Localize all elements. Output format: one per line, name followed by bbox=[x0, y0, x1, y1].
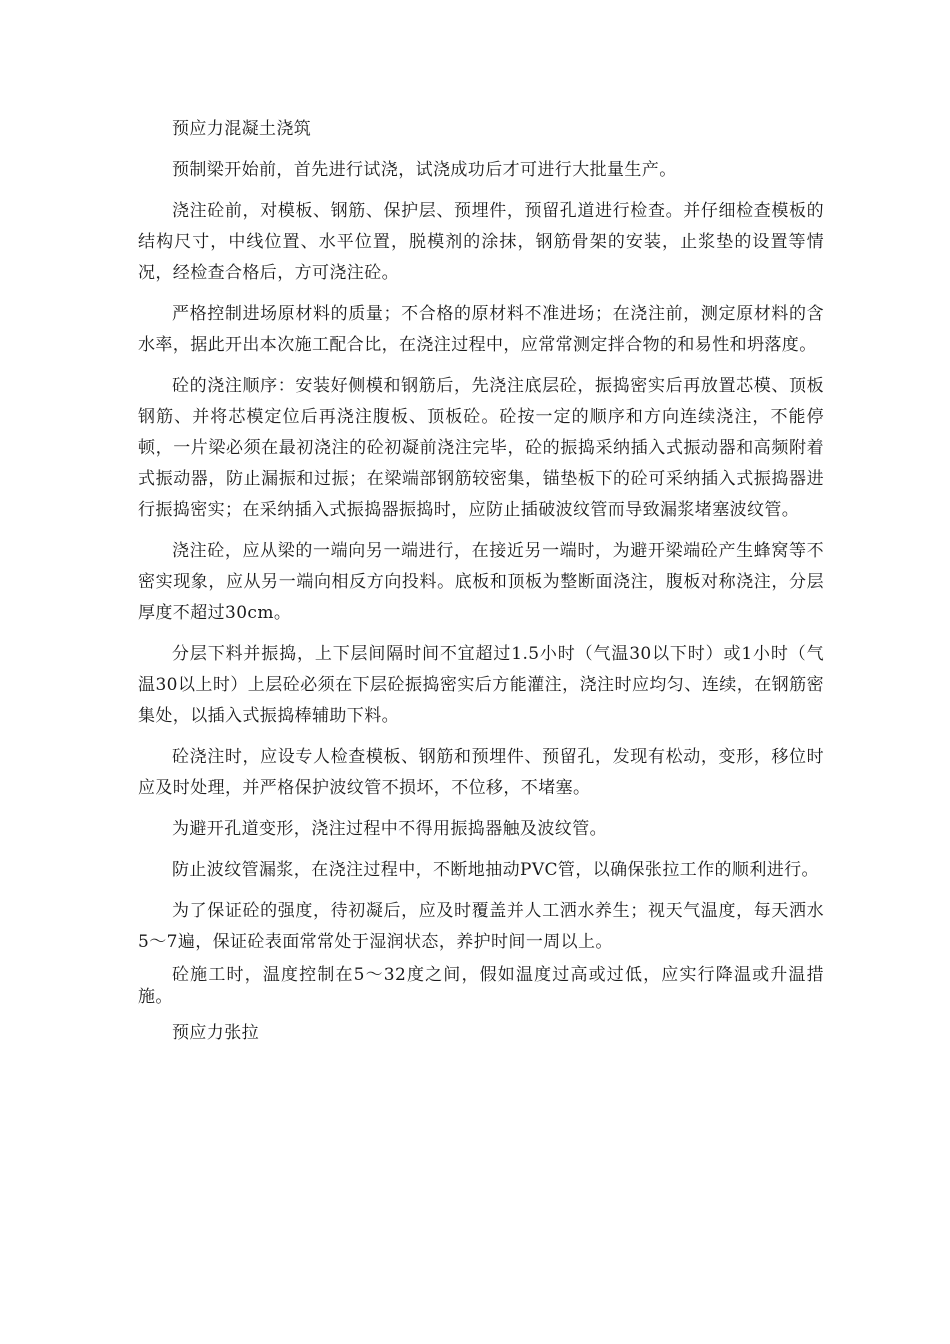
paragraph-raw-material-control: 严格控制进场原材料的质量；不合格的原材料不准进场；在浇注前，测定原材料的含水率，据此开出本次施工配合比，在浇注过程中，应常常测定拌合物的和易性和坍落度。 bbox=[138, 304, 824, 355]
paragraph-pouring-sequence: 砼的浇注顺序：安装好侧模和钢筋后，先浇注底层砼，振捣密实后再放置芯模、顶板钢筋、并将芯模定位后再浇注腹板、顶板砼。砼按一定的顺序和方向连续浇注，不能停顿，一片梁必须在最初浇注的砼初凝前浇注完毕，砼的振捣采纳插入式振动器和高频附着式振动器，防止漏振和过振；在梁端部钢筋较密集，锚垫板下的砼可采纳插入式振捣器进行振捣密实；在采纳插入式振捣器振捣时，应防止插破波纹管而导致漏浆堵塞波纹管。 bbox=[138, 376, 824, 520]
section-heading-prestressed-concrete-pouring: 预应力混凝土浇筑 bbox=[172, 119, 312, 139]
paragraph-temperature-control: 砼施工时，温度控制在5〜32度之间，假如温度过高或过低，应实行降温或升温措施。 bbox=[138, 965, 824, 1007]
paragraph-layered-vibration: 分层下料并振捣，上下层间隔时间不宜超过1.5小时（气温30以下时）或1小时（气温30以上时）上层砼必须在下层砼振捣密实后方能灌注，浇注时应均匀、连续，在钢筋密集处，以插入式振捣棒辅助下料。 bbox=[138, 644, 824, 726]
section-heading-prestress-tensioning: 预应力张拉 bbox=[172, 1023, 259, 1043]
paragraph-inspection-during-pour: 砼浇注时，应设专人检查模板、钢筋和预埋件、预留孔，发现有松动，变形，移位时应及时处理，并严格保护波纹管不损坏，不位移，不堵塞。 bbox=[138, 747, 824, 798]
paragraph-pouring-direction: 浇注砼，应从梁的一端向另一端进行，在接近另一端时，为避开梁端砼产生蜂窝等不密实现象，应从另一端向相反方向投料。底板和顶板为整断面浇注，腹板对称浇注，分层厚度不超过30cm。 bbox=[138, 541, 824, 623]
paragraph-trial-pour: 预制梁开始前，首先进行试浇，试浇成功后才可进行大批量生产。 bbox=[172, 160, 677, 180]
paragraph-avoid-duct-deformation: 为避开孔道变形，浇注过程中不得用振捣器触及波纹管。 bbox=[172, 819, 607, 839]
paragraph-pre-pour-inspection: 浇注砼前，对模板、钢筋、保护层、预埋件，预留孔道进行检查。并仔细检查模板的结构尺寸，中线位置、水平位置，脱模剂的涂抹，钢筋骨架的安装，止浆垫的设置等情况，经检查合格后，方可浇注砼。 bbox=[138, 201, 824, 283]
paragraph-prevent-duct-leakage: 防止波纹管漏浆，在浇注过程中，不断地抽动PVC管，以确保张拉工作的顺利进行。 bbox=[172, 860, 819, 880]
document-page bbox=[138, 114, 824, 1049]
paragraph-curing: 为了保证砼的强度，待初凝后，应及时覆盖并人工洒水养生；视天气温度，每天洒水5〜7遍，保证砼表面常常处于湿润状态，养护时间一周以上。 bbox=[138, 901, 824, 952]
